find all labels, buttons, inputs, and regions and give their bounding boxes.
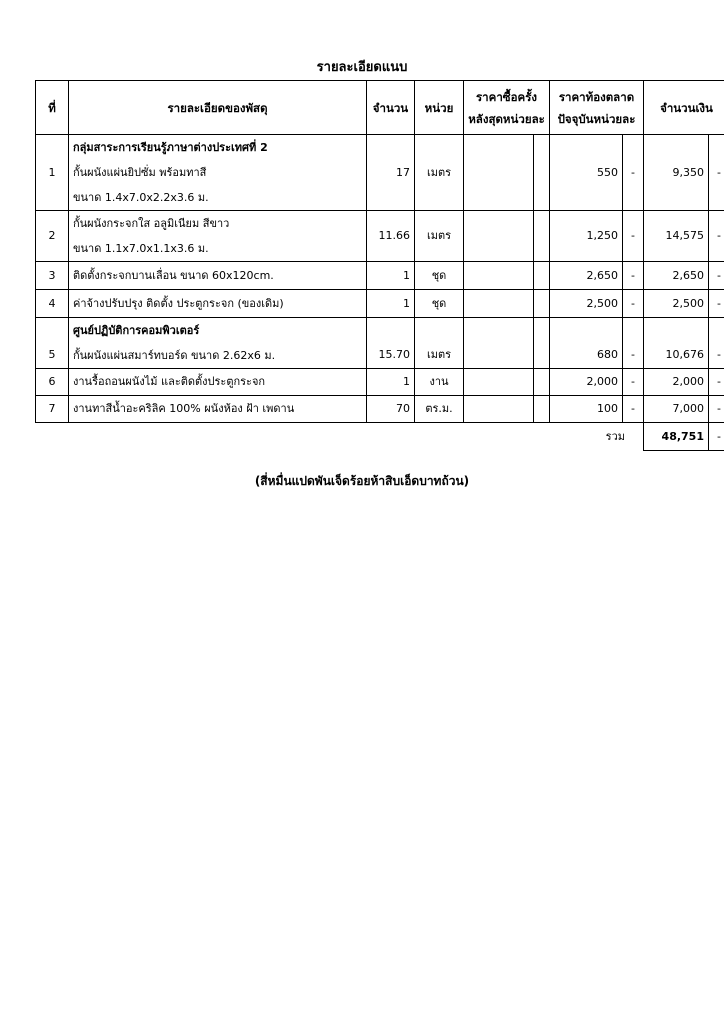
row-description [69,211,367,262]
row-amount: 2,000 [644,369,709,396]
item-details-table [35,80,724,451]
row-no: 7 [36,396,69,423]
total-amount-dash: - [709,423,724,451]
header-amount: จำนวนเงิน [644,81,724,135]
row-quantity: 1 [367,262,415,290]
row-last-price [464,396,534,423]
row-quantity: 70 [367,396,415,423]
row-unit: ตร.ม. [415,396,464,423]
row-last-price-extra [534,211,550,262]
header-market-price [550,81,644,135]
header-no: ที่ [36,81,69,135]
row-last-price [464,290,534,318]
row-market-price-dash: - [623,318,644,369]
row-market-price-dash: - [623,211,644,262]
header-last-price [464,81,550,135]
row-amount-dash: - [709,369,724,396]
row-amount: 2,500 [644,290,709,318]
row-amount: 9,350 [644,135,709,211]
row-market-price: 1,250 [550,211,623,262]
table-row [36,369,724,396]
row-no: 1 [36,135,69,211]
row-market-price-dash: - [623,396,644,423]
row-quantity: 1 [367,290,415,318]
header-last-price-line2: หลังสุดหน่วยละ [468,111,545,126]
row-market-price: 2,500 [550,290,623,318]
row-unit: ชุด [415,262,464,290]
row-market-price: 100 [550,396,623,423]
header-quantity: จำนวน [367,81,415,135]
table-row [36,396,724,423]
row-description: ติดตั้งกระจกบานเลื่อน ขนาด 60x120cm. [69,262,367,290]
row-description [69,318,367,369]
group-title: ศูนย์ปฏิบัติการคอมพิวเตอร์ [73,324,200,337]
row-unit: งาน [415,369,464,396]
row-last-price [464,318,534,369]
row-amount: 10,676 [644,318,709,369]
row-quantity: 17 [367,135,415,211]
row-last-price-extra [534,396,550,423]
row-amount: 7,000 [644,396,709,423]
table-row [36,211,724,262]
row-last-price-extra [534,318,550,369]
row-last-price-extra [534,290,550,318]
group-title: กลุ่มสาระการเรียนรู้ภาษาต่างประเทศที่ 2 [73,141,268,154]
row-unit: ชุด [415,290,464,318]
header-last-price-line1: ราคาซื้อครั้ง [476,89,537,104]
table-row [36,290,724,318]
row-description: งานรื้อถอนผนังไม้ และติดตั้งประตูกระจก [69,369,367,396]
row-quantity: 11.66 [367,211,415,262]
row-amount-dash: - [709,262,724,290]
row-description-line1: กั้นผนังแผ่นสมาร์ทบอร์ด ขนาด 2.62x6 ม. [73,349,276,362]
row-market-price: 680 [550,318,623,369]
row-unit: เมตร [415,211,464,262]
header-unit: หน่วย [415,81,464,135]
row-description-line2: ขนาด 1.4x7.0x2.2x3.6 ม. [73,191,209,204]
table-header-row [36,81,724,135]
row-no: 6 [36,369,69,396]
row-description-line1: กั้นผนังกระจกใส อลูมิเนียม สีขาว [73,217,230,230]
page-title: รายละเอียดแนบ [316,60,408,75]
row-market-price-dash: - [623,290,644,318]
row-amount-dash: - [709,290,724,318]
row-last-price [464,135,534,211]
row-last-price-extra [534,369,550,396]
total-row [36,423,724,451]
row-description-line1: กั้นผนังแผ่นยิปซั่ม พร้อมทาสี [73,166,207,179]
row-market-price-dash: - [623,135,644,211]
header-market-price-line2: ปัจจุบันหน่วยละ [557,111,636,126]
row-no: 4 [36,290,69,318]
table-row [36,262,724,290]
row-market-price-dash: - [623,262,644,290]
row-description-line2: ขนาด 1.1x7.0x1.1x3.6 ม. [73,242,209,255]
row-unit: เมตร [415,318,464,369]
row-amount: 14,575 [644,211,709,262]
row-market-price: 2,000 [550,369,623,396]
row-market-price-dash: - [623,369,644,396]
amount-in-words: (สี่หมื่นแปดพันเจ็ดร้อยห้าสิบเอ็ดบาทถ้วน) [254,474,470,488]
header-description: รายละเอียดของพัสดุ [69,81,367,135]
row-no: 2 [36,211,69,262]
row-description [69,135,367,211]
row-quantity: 1 [367,369,415,396]
table-row [36,318,724,369]
header-market-price-line1: ราคาท้องตลาด [558,89,635,104]
row-market-price: 2,650 [550,262,623,290]
row-unit: เมตร [415,135,464,211]
row-description: ค่าจ้างปรับปรุง ติดตั้ง ประตูกระจก (ของเดิม) [69,290,367,318]
row-last-price-extra [534,135,550,211]
row-amount: 2,650 [644,262,709,290]
row-last-price [464,262,534,290]
total-amount: 48,751 [644,423,709,451]
row-last-price-extra [534,262,550,290]
row-amount-dash: - [709,135,724,211]
row-last-price [464,211,534,262]
row-no: 5 [36,318,69,369]
table-row [36,135,724,211]
row-last-price [464,369,534,396]
row-no: 3 [36,262,69,290]
row-quantity: 15.70 [367,318,415,369]
row-description: งานทาสีน้ำอะคริลิค 100% ผนังห้อง ฝ้า เพดาน [69,396,367,423]
row-amount-dash: - [709,318,724,369]
row-market-price: 550 [550,135,623,211]
row-amount-dash: - [709,211,724,262]
total-label: รวม [605,429,625,443]
row-amount-dash: - [709,396,724,423]
